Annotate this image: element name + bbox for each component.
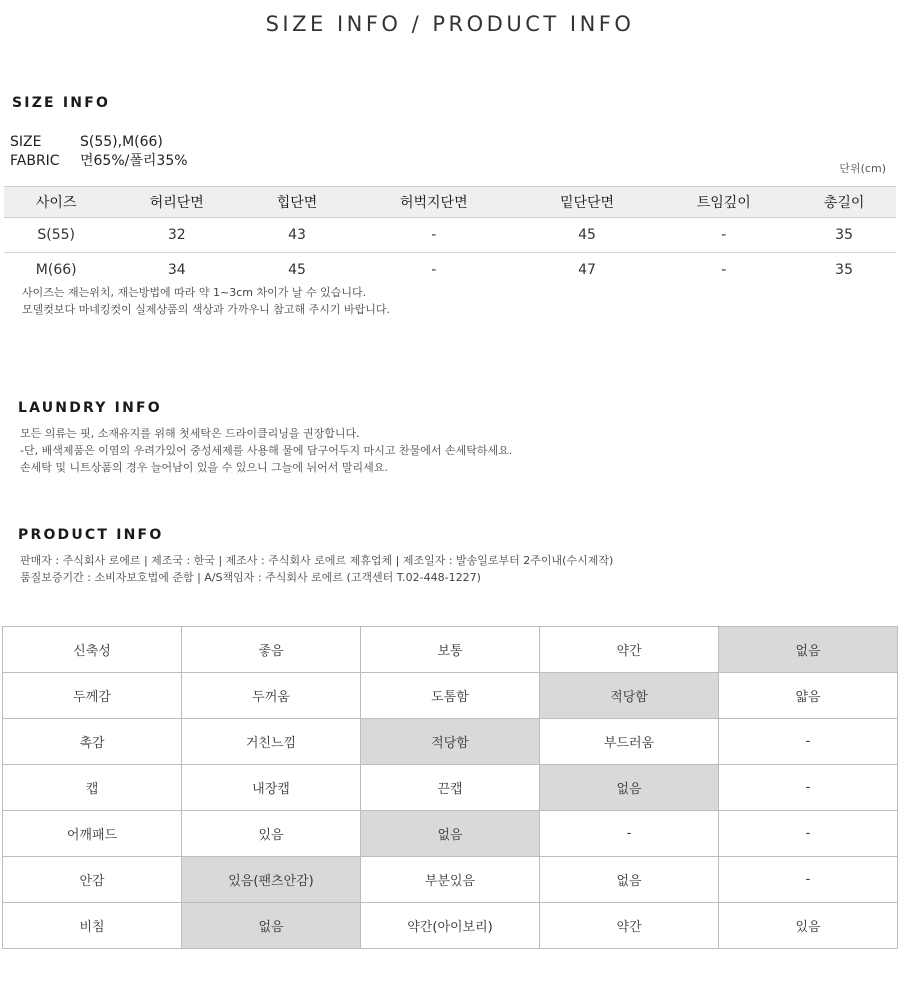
product-notes (20, 552, 613, 586)
fabric-value: 면65%/폴리35% (80, 153, 188, 169)
size-table-header (4, 187, 896, 218)
table-cell: M(66) (35, 262, 77, 278)
table-cell: 35 (792, 218, 896, 253)
attribute-option: 약간 (540, 627, 719, 673)
attribute-option: 끈캡 (361, 765, 540, 811)
col-header: 밑단단면 (519, 187, 656, 218)
attribute-option: 약간 (540, 903, 719, 949)
attribute-option: 없음 (182, 903, 361, 949)
attribute-option: 부드러움 (540, 719, 719, 765)
table-cell: 34 (167, 262, 186, 278)
attribute-option: 약간(아이보리) (361, 903, 540, 949)
attribute-option: - (719, 857, 898, 903)
size-note: 모델컷보다 마네킹컷이 실제상품의 색상과 가까우니 참고해 주시기 바랍니다. (22, 303, 391, 316)
attribute-option: 내장캡 (182, 765, 361, 811)
attribute-row (3, 673, 898, 719)
attribute-row (3, 765, 898, 811)
attribute-option: 얇음 (719, 673, 898, 719)
attribute-option: - (719, 719, 898, 765)
attribute-option: - (540, 811, 719, 857)
attribute-table (2, 626, 898, 949)
col-header: 총길이 (792, 187, 896, 218)
table-cell: 45 (288, 262, 306, 278)
col-header: 힙단면 (245, 187, 349, 218)
attribute-option: 있음(팬츠안감) (182, 857, 361, 903)
attribute-option: - (719, 765, 898, 811)
table-cell: S(55) (4, 218, 108, 253)
col-header: 트임깊이 (655, 187, 792, 218)
attribute-option: 도톰함 (361, 673, 540, 719)
table-row (4, 253, 896, 288)
table-cell: 45 (519, 218, 656, 253)
table-cell: 47 (578, 262, 596, 278)
attribute-label: 비침 (3, 903, 182, 949)
attribute-label: 두께감 (3, 673, 182, 719)
fabric-row (10, 150, 188, 170)
fabric-key: FABRIC (10, 153, 60, 169)
attribute-option: 없음 (719, 627, 898, 673)
attribute-label: 캡 (3, 765, 182, 811)
table-cell: 35 (835, 262, 853, 278)
laundry-line: -단, 배색제품은 이염의 우려가있어 중성세제를 사용해 물에 담구어두지 마시고 찬물에서 손세탁하세요. (20, 444, 513, 457)
attribute-label: 어깨패드 (3, 811, 182, 857)
attribute-option: 거친느낌 (182, 719, 361, 765)
table-cell: - (431, 262, 437, 278)
attribute-option: 없음 (361, 811, 540, 857)
laundry-line: 손세탁 및 니트상품의 경우 늘어남이 있을 수 있으니 그늘에 뉘어서 말리세요. (20, 461, 388, 474)
attribute-row (3, 627, 898, 673)
laundry-line: 모든 의류는 핏, 소재유지를 위해 첫세탁은 드라이클리닝을 권장합니다. (20, 427, 360, 440)
attribute-option: - (719, 811, 898, 857)
table-cell: - (721, 262, 727, 278)
unit-label: 단위(cm) (839, 162, 886, 175)
product-line: 판매자 : 주식회사 로에르 | 제조국 : 한국 | 제조사 : 주식회사 로에르 제휴업체 | 제조일자 : 발송일로부터 2주이내(수시제작) (20, 554, 614, 567)
size-table (4, 186, 896, 287)
page-title: SIZE INFO / PRODUCT INFO (265, 12, 635, 36)
attribute-row (3, 719, 898, 765)
col-header: 허리단면 (108, 187, 245, 218)
product-line: 품질보증기간 : 소비자보호법에 준함 | A/S책임자 : 주식회사 로에르 (고객센터 T.02-448-1227) (20, 571, 481, 584)
size-key: SIZE (10, 134, 42, 150)
attribute-row (3, 903, 898, 949)
attribute-option: 있음 (719, 903, 898, 949)
table-cell: - (349, 218, 519, 253)
attribute-label: 신축성 (3, 627, 182, 673)
laundry-notes (20, 425, 512, 476)
size-value: S(55),M(66) (80, 134, 163, 150)
col-header: 허벅지단면 (349, 187, 519, 218)
attribute-option: 부분있음 (361, 857, 540, 903)
attribute-row (3, 857, 898, 903)
product-info-heading: PRODUCT INFO (18, 527, 164, 543)
size-notes (22, 284, 390, 318)
attribute-option: 적당함 (540, 673, 719, 719)
attribute-option: 두꺼움 (182, 673, 361, 719)
size-info-heading: SIZE INFO (12, 95, 111, 111)
attribute-option: 있음 (182, 811, 361, 857)
attribute-option: 없음 (540, 857, 719, 903)
attribute-label: 촉감 (3, 719, 182, 765)
attribute-option: 좋음 (182, 627, 361, 673)
attribute-row (3, 811, 898, 857)
table-cell: 43 (245, 218, 349, 253)
size-row (10, 134, 163, 150)
table-cell: 32 (108, 218, 245, 253)
col-header: 사이즈 (4, 187, 108, 218)
attribute-option: 적당함 (361, 719, 540, 765)
attribute-option: 없음 (540, 765, 719, 811)
table-row (4, 218, 896, 253)
attribute-option: 보통 (361, 627, 540, 673)
laundry-info-heading: LAUNDRY INFO (18, 400, 162, 416)
table-cell: - (655, 218, 792, 253)
size-note: 사이즈는 재는위치, 재는방법에 따라 약 1~3cm 차이가 날 수 있습니다. (22, 286, 367, 299)
attribute-label: 안감 (3, 857, 182, 903)
